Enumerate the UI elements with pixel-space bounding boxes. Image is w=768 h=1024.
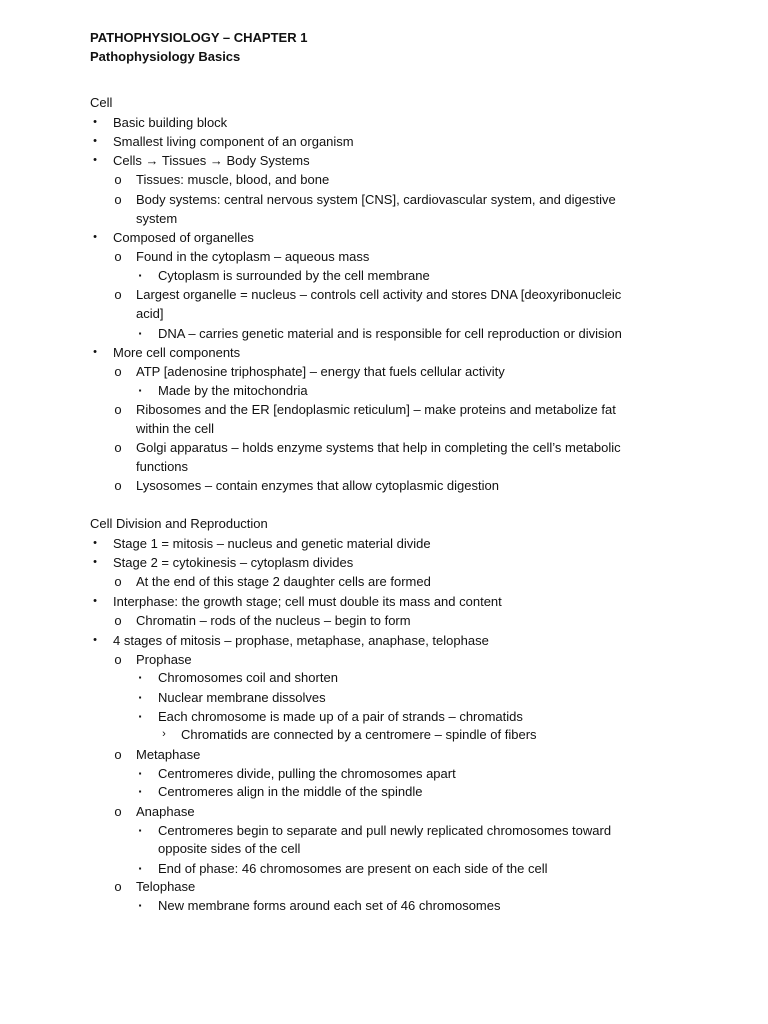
list-item: Largest organelle = nucleus – controls cell activity and stores DNA [deoxyribonucleic — [136, 287, 622, 302]
circle-marker: o — [114, 249, 122, 264]
list-item: ATP [adenosine triphosphate] – energy that fuels cellular activity — [136, 364, 505, 379]
bullet-marker: • — [93, 116, 97, 128]
list-item: Body systems: central nervous system [CNS], cardiovascular system, and digestive — [136, 192, 616, 207]
list-item: Each chromosome is made up of a pair of strands – chromatids — [158, 709, 523, 724]
bullet-marker: • — [93, 537, 97, 549]
list-item: Metaphase — [136, 747, 201, 762]
list-item: Golgi apparatus – holds enzyme systems that help in completing the cell’s metabolic — [136, 440, 621, 455]
circle-marker: o — [114, 192, 122, 207]
bullet-marker: • — [93, 595, 97, 607]
list-item: DNA – carries genetic material and is responsible for cell reproduction or division — [158, 326, 622, 341]
bullet-marker: • — [93, 634, 97, 646]
list-item: Interphase: the growth stage; cell must double its mass and content — [113, 594, 502, 609]
list-item: Made by the mitochondria — [158, 383, 308, 398]
bullet-marker: • — [93, 231, 97, 243]
list-item: Stage 1 = mitosis – nucleus and genetic material divide — [113, 536, 431, 551]
list-item: Nuclear membrane dissolves — [158, 690, 326, 705]
square-marker: ▪ — [138, 673, 142, 682]
document-title: PATHOPHYSIOLOGY – CHAPTER 1 — [90, 30, 308, 45]
bullet-marker: • — [93, 135, 97, 147]
list-item: Composed of organelles — [113, 230, 254, 245]
list-item-continuation: system — [136, 211, 178, 226]
list-item: Centromeres divide, pulling the chromosomes apart — [158, 766, 456, 781]
list-item: Chromatin – rods of the nucleus – begin to form — [136, 613, 411, 628]
arrow-right-icon: → — [145, 153, 159, 168]
chevron-right-icon: › — [162, 728, 166, 740]
circle-marker: o — [114, 478, 122, 493]
list-item: Centromeres begin to separate and pull newly replicated chromosomes toward — [158, 823, 612, 838]
list-item-continuation: opposite sides of the cell — [158, 841, 301, 856]
circle-marker: o — [114, 652, 122, 667]
bullet-marker: • — [93, 346, 97, 358]
list-item: Lysosomes – contain enzymes that allow cytoplasmic digestion — [136, 478, 499, 493]
section-heading-cell: Cell — [90, 95, 113, 110]
list-item: Cytoplasm is surrounded by the cell membrane — [158, 268, 430, 283]
square-marker: ▪ — [138, 826, 142, 835]
circle-marker: o — [114, 364, 122, 379]
list-item-continuation: acid] — [136, 306, 164, 321]
list-item-continuation: within the cell — [136, 421, 215, 436]
square-marker: ▪ — [138, 386, 142, 395]
list-item: Ribosomes and the ER [endoplasmic reticulum] – make proteins and metabolize fat — [136, 402, 616, 417]
list-item-text: Cells — [113, 153, 142, 168]
list-item: End of phase: 46 chromosomes are present on each side of the cell — [158, 861, 548, 876]
list-item: New membrane forms around each set of 46 chromosomes — [158, 898, 501, 913]
section-heading-cell-division: Cell Division and Reproduction — [90, 516, 268, 531]
square-marker: ▪ — [138, 693, 142, 702]
list-item — [113, 151, 310, 170]
bullet-marker: • — [93, 154, 97, 166]
list-item: Stage 2 = cytokinesis – cytoplasm divides — [113, 555, 354, 570]
square-marker: ▪ — [138, 864, 142, 873]
list-item: Chromosomes coil and shorten — [158, 670, 338, 685]
square-marker: ▪ — [138, 787, 142, 796]
circle-marker: o — [114, 613, 122, 628]
square-marker: ▪ — [138, 329, 142, 338]
circle-marker: o — [114, 287, 122, 302]
square-marker: ▪ — [138, 712, 142, 721]
circle-marker: o — [114, 747, 122, 762]
list-item-text: Tissues — [161, 153, 207, 168]
list-item: Centromeres align in the middle of the spindle — [158, 784, 423, 799]
list-item: 4 stages of mitosis – prophase, metaphase, anaphase, telophase — [113, 633, 489, 648]
list-item: Chromatids are connected by a centromere – spindle of fibers — [181, 727, 537, 742]
list-item: Found in the cytoplasm – aqueous mass — [136, 249, 370, 264]
bullet-marker: • — [93, 556, 97, 568]
circle-marker: o — [114, 440, 122, 455]
document-subtitle: Pathophysiology Basics — [90, 49, 241, 64]
circle-marker: o — [114, 574, 122, 589]
list-item-text: Body Systems — [226, 153, 310, 168]
circle-marker: o — [114, 804, 122, 819]
square-marker: ▪ — [138, 901, 142, 910]
list-item: At the end of this stage 2 daughter cells are formed — [136, 574, 431, 589]
list-item: Tissues: muscle, blood, and bone — [136, 172, 330, 187]
list-item: Prophase — [136, 652, 192, 667]
square-marker: ▪ — [138, 271, 142, 280]
circle-marker: o — [114, 172, 122, 187]
circle-marker: o — [114, 879, 122, 894]
list-item: Anaphase — [136, 804, 195, 819]
arrow-right-icon: → — [209, 153, 223, 168]
circle-marker: o — [114, 402, 122, 417]
list-item: Smallest living component of an organism — [113, 134, 354, 149]
list-item-continuation: functions — [136, 459, 189, 474]
list-item: More cell components — [113, 345, 241, 360]
list-item: Telophase — [136, 879, 196, 894]
list-item: Basic building block — [113, 115, 228, 130]
square-marker: ▪ — [138, 769, 142, 778]
